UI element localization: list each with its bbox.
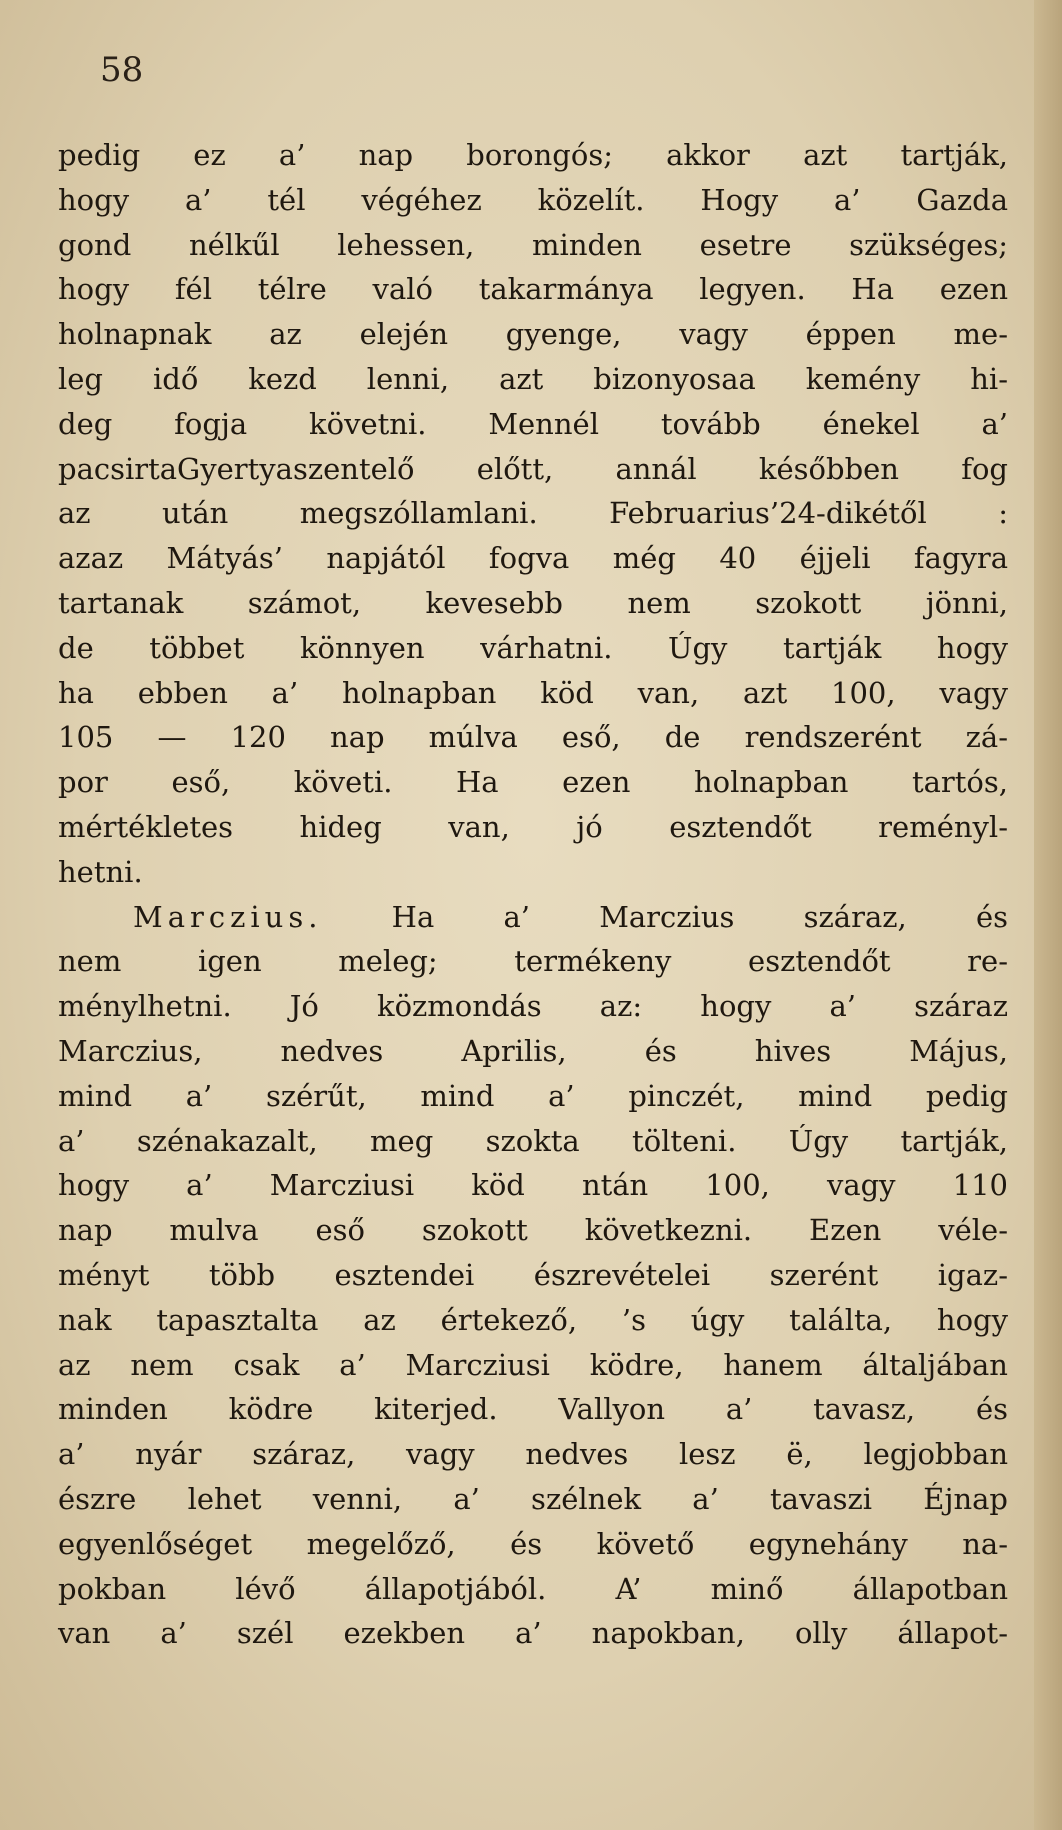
text-line: van a’ szél ezekben a’ napokban, olly állapot-	[58, 1616, 1008, 1651]
text-line: Marczius, nedves Aprilis, és hives Május,	[58, 1033, 1008, 1068]
page-edge	[1034, 0, 1062, 1830]
text-line: nem igen meleg; termékeny esztendőt re-	[58, 944, 1008, 979]
text-line: nak tapasztalta az értekező, ’s úgy találta, hogy	[58, 1302, 1008, 1337]
text-line: ha ebben a’ holnapban köd van, azt 100, vagy	[58, 675, 1008, 710]
text-line: hogy a’ tél végéhez közelít. Hogy a’ Gazda	[58, 182, 1008, 217]
body-text	[58, 133, 1008, 1656]
text-line: hetni.	[58, 854, 143, 889]
text-line: tartanak számot, kevesebb nem szokott jönni,	[58, 585, 1008, 620]
text-line: az nem csak a’ Marcziusi ködre, hanem általjában	[58, 1347, 1008, 1382]
text-line: észre lehet venni, a’ szélnek a’ tavaszi Éjnap	[58, 1481, 1008, 1516]
text-line: ményt több esztendei észrevételei szerént igaz-	[58, 1257, 1008, 1292]
text-line: az után megszóllamlani. Februarius’24-dikétől :	[58, 496, 1008, 531]
text-line: hogy fél télre való takarmánya legyen. Ha ezen	[58, 272, 1008, 307]
text-line: mind a’ szérűt, mind a’ pinczét, mind pedig	[58, 1078, 1008, 1113]
text-line: mértékletes hideg van, jó esztendőt reményl-	[58, 809, 1008, 844]
text-line: a’ nyár száraz, vagy nedves lesz ë, legjobban	[58, 1437, 1008, 1472]
text-line: leg idő kezd lenni, azt bizonyosaa kemény hi-	[58, 361, 1008, 396]
text-line-segment: Ha a’ Marczius száraz, és	[391, 899, 1008, 934]
text-line: pacsirtaGyertyaszentelő előtt, annál későbben fog	[58, 451, 1008, 486]
text-line: azaz Mátyás’ napjától fogva még 40 éjjeli fagyra	[58, 541, 1008, 576]
text-line: pokban lévő állapotjából. A’ minő állapotban	[58, 1571, 1008, 1606]
text-line: hogy a’ Marcziusi köd ntán 100, vagy 110	[58, 1168, 1008, 1203]
text-line: holnapnak az elején gyenge, vagy éppen me-	[58, 317, 1008, 352]
text-line: deg fogja követni. Mennél tovább énekel a’	[58, 406, 1008, 441]
text-line: gond nélkűl lehessen, minden esetre szükséges;	[58, 227, 1008, 262]
section-heading-marczius: Marczius.	[133, 899, 323, 934]
text-line: nap mulva eső szokott következni. Ezen véle-	[58, 1213, 1008, 1248]
page-number: 58	[100, 50, 144, 90]
text-line: pedig ez a’ nap borongós; akkor azt tartják,	[58, 138, 1008, 172]
text-line: egyenlőséget megelőző, és követő egynehány na-	[58, 1526, 1008, 1561]
text-line: minden ködre kiterjed. Vallyon a’ tavasz, és	[58, 1392, 1008, 1427]
marczius-paragraph-start	[58, 895, 1008, 940]
text-line: a’ szénakazalt, meg szokta tölteni. Úgy tartják,	[58, 1123, 1008, 1158]
text-line: 105 — 120 nap múlva eső, de rendszerént zá-	[58, 720, 1008, 755]
text-line: ménylhetni. Jó közmondás az: hogy a’ száraz	[58, 989, 1008, 1024]
text-line: de többet könnyen várhatni. Úgy tartják hogy	[58, 630, 1008, 665]
text-line: por eső, követi. Ha ezen holnapban tartós,	[58, 765, 1008, 800]
